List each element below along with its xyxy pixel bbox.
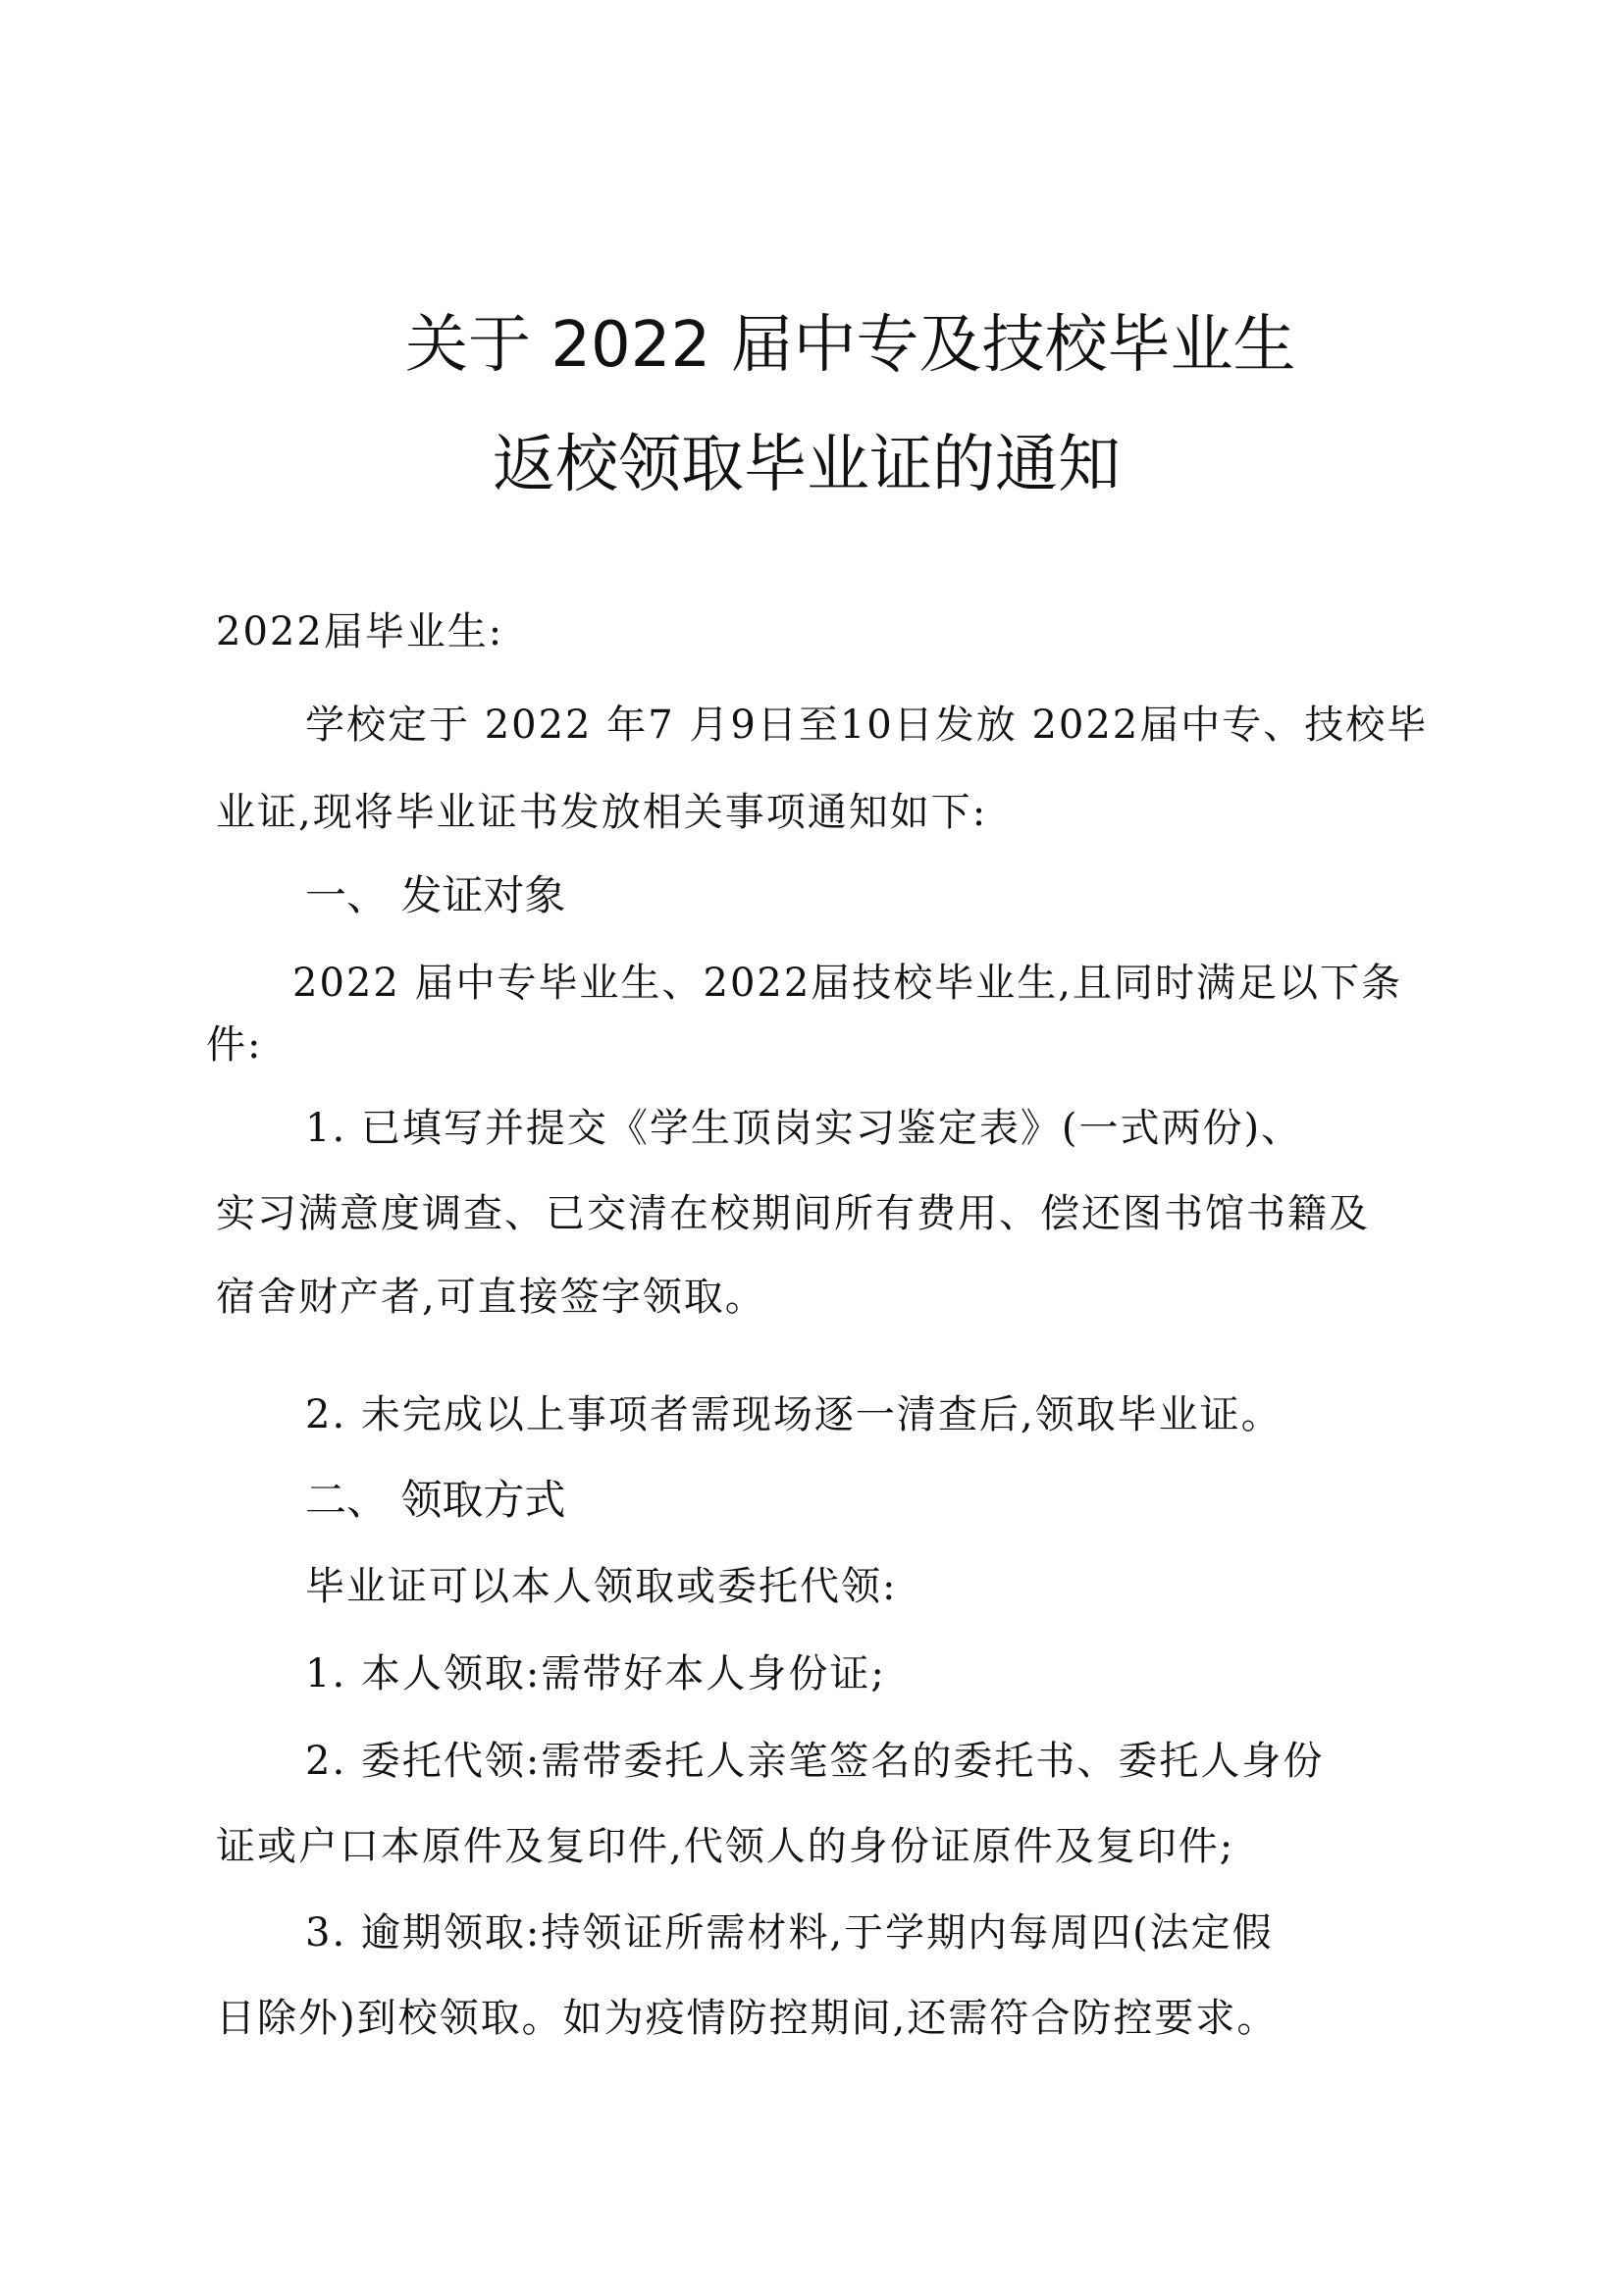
section-2-item-3-line-2: 日除外)到校领取。如为疫情防控期间,还需符合防控要求。: [216, 1996, 1279, 2041]
section-2-heading: 二、 领取方式: [305, 1476, 566, 1524]
section-2-item-1-line-1: 1. 本人领取:需带好本人身份证;: [305, 1651, 886, 1696]
section-1-item-1-line-2: 实习满意度调查、已交清在校期间所有费用、偿还图书馆书籍及: [216, 1191, 1370, 1236]
intro-line-1: 学校定于 2022 年7 月9日至10日发放 2022届中专、技校毕: [305, 703, 1429, 748]
salutation: 2022届毕业生:: [216, 609, 504, 654]
section-1-item-2-line-1: 2. 未完成以上事项者需现场逐一清查后,领取毕业证。: [305, 1392, 1283, 1437]
section-2-intro: 毕业证可以本人领取或委托代领:: [305, 1564, 898, 1609]
section-1-item-1-line-1: 1. 已填写并提交《学生顶岗实习鉴定表》(一式两份)、: [305, 1106, 1303, 1151]
section-2-item-2-line-1: 2. 委托代领:需带委托人亲笔签名的委托书、委托人身份: [305, 1739, 1325, 1784]
document-title-line-2: 返校领取毕业证的通知: [493, 429, 1121, 501]
document-title-line-1: 关于 2022 届中专及技校毕业生: [405, 309, 1296, 382]
section-1-para-line-1: 2022 届中专毕业生、2022届技校毕业生,且同时满足以下条: [292, 961, 1403, 1006]
intro-line-2: 业证,现将毕业证书发放相关事项通知如下:: [216, 790, 988, 835]
section-2-item-2-line-2: 证或户口本原件及复印件,代领人的身份证原件及复印件;: [216, 1824, 1235, 1869]
section-1-heading: 一、 发证对象: [305, 871, 566, 919]
section-1-para-line-2: 件:: [206, 1022, 263, 1068]
section-2-item-3-line-1: 3. 逾期领取:持领证所需材料,于学期内每周四(法定假: [305, 1910, 1274, 1956]
section-1-item-1-line-3: 宿舍财产者,可直接签字领取。: [216, 1275, 766, 1320]
